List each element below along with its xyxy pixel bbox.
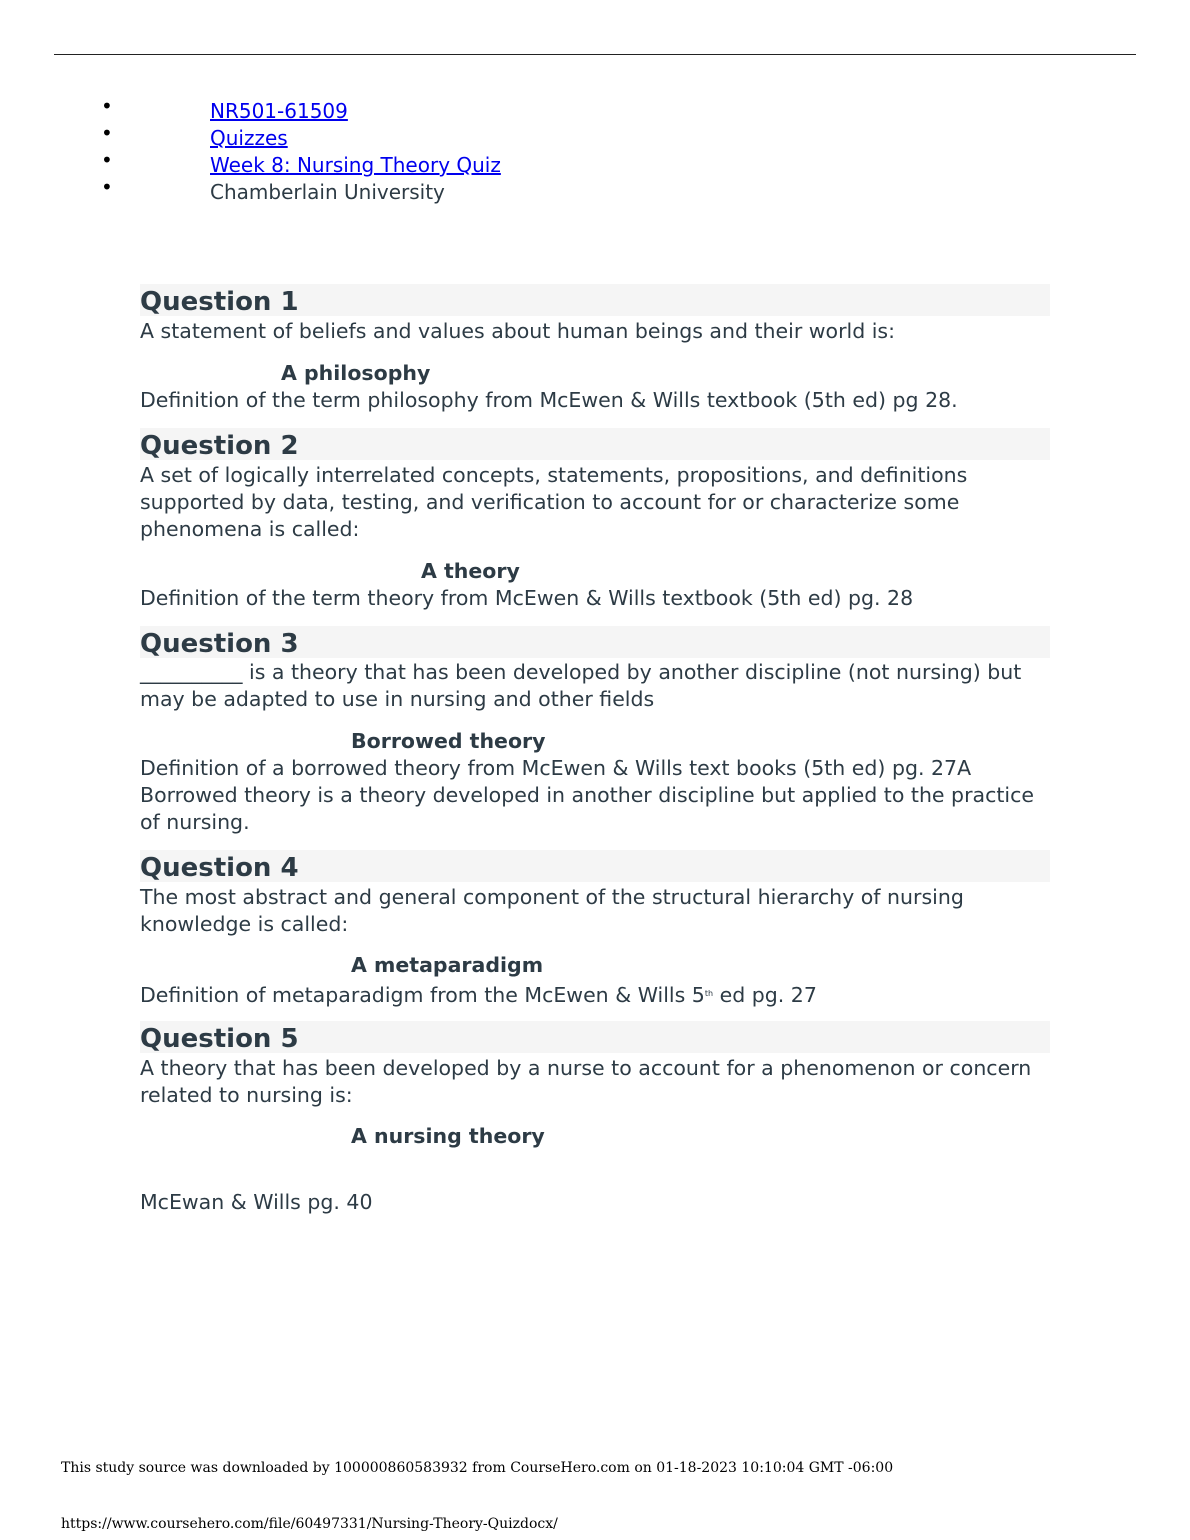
bullet-icon: •: [101, 94, 113, 118]
question-title: Question 3: [140, 626, 1050, 658]
question-text: A theory that has been developed by a nurse to account for a phenomenon or concern related to nursing is:: [140, 1056, 1032, 1107]
quiz-link[interactable]: Week 8: Nursing Theory Quiz: [210, 153, 501, 177]
quizzes-link[interactable]: Quizzes: [210, 126, 288, 150]
question-title: Question 4: [140, 850, 1050, 882]
answer-explanation: Definition of metaparadigm from the McEwen & Wills 5th ed pg. 27: [140, 983, 817, 1007]
top-divider: [54, 54, 1136, 55]
question-title: Question 1: [140, 284, 1050, 316]
source-url: https://www.coursehero.com/file/60497331/Nursing-Theory-Quizdocx/: [61, 1516, 558, 1532]
question-title: Question 2: [140, 428, 1050, 460]
answer-explanation: Definition of the term theory from McEwen & Wills textbook (5th ed) pg. 28: [140, 586, 914, 610]
answer-text: A nursing theory: [351, 1124, 545, 1148]
question-title: Question 5: [140, 1021, 1050, 1053]
question-text: __________ is a theory that has been developed by another discipline (not nursing) but may be adapted to use in nursing and other fields: [140, 660, 1022, 711]
download-source-note: This study source was downloaded by 100000860583932 from CourseHero.com on 01-18-2023 10:10:04 GMT -06:00: [61, 1460, 894, 1476]
bullet-icon: •: [101, 148, 113, 172]
question-text: A statement of beliefs and values about human beings and their world is:: [140, 319, 896, 343]
bullet-icon: •: [101, 175, 113, 199]
answer-explanation: Definition of a borrowed theory from McEwen & Wills text books (5th ed) pg. 27A Borrowed theory is a theory developed in another discipline but applied to the practice of nursing.: [140, 756, 1034, 834]
course-link[interactable]: NR501-61509: [210, 99, 348, 123]
answer-text: A philosophy: [281, 361, 431, 385]
bullet-icon: •: [101, 121, 113, 145]
question-text: The most abstract and general component of the structural hierarchy of nursing knowledge is called:: [140, 885, 964, 936]
answer-explanation: McEwan & Wills pg. 40: [140, 1190, 373, 1214]
question-text: A set of logically interrelated concepts, statements, propositions, and definitions supported by data, testing, and verification to account for or characterize some phenomena is called:: [140, 463, 968, 541]
answer-explanation: Definition of the term philosophy from McEwen & Wills textbook (5th ed) pg 28.: [140, 388, 958, 412]
university-label: Chamberlain University: [210, 180, 445, 204]
answer-text: A theory: [421, 559, 520, 583]
answer-text: Borrowed theory: [351, 729, 546, 753]
answer-text: A metaparadigm: [351, 953, 544, 977]
